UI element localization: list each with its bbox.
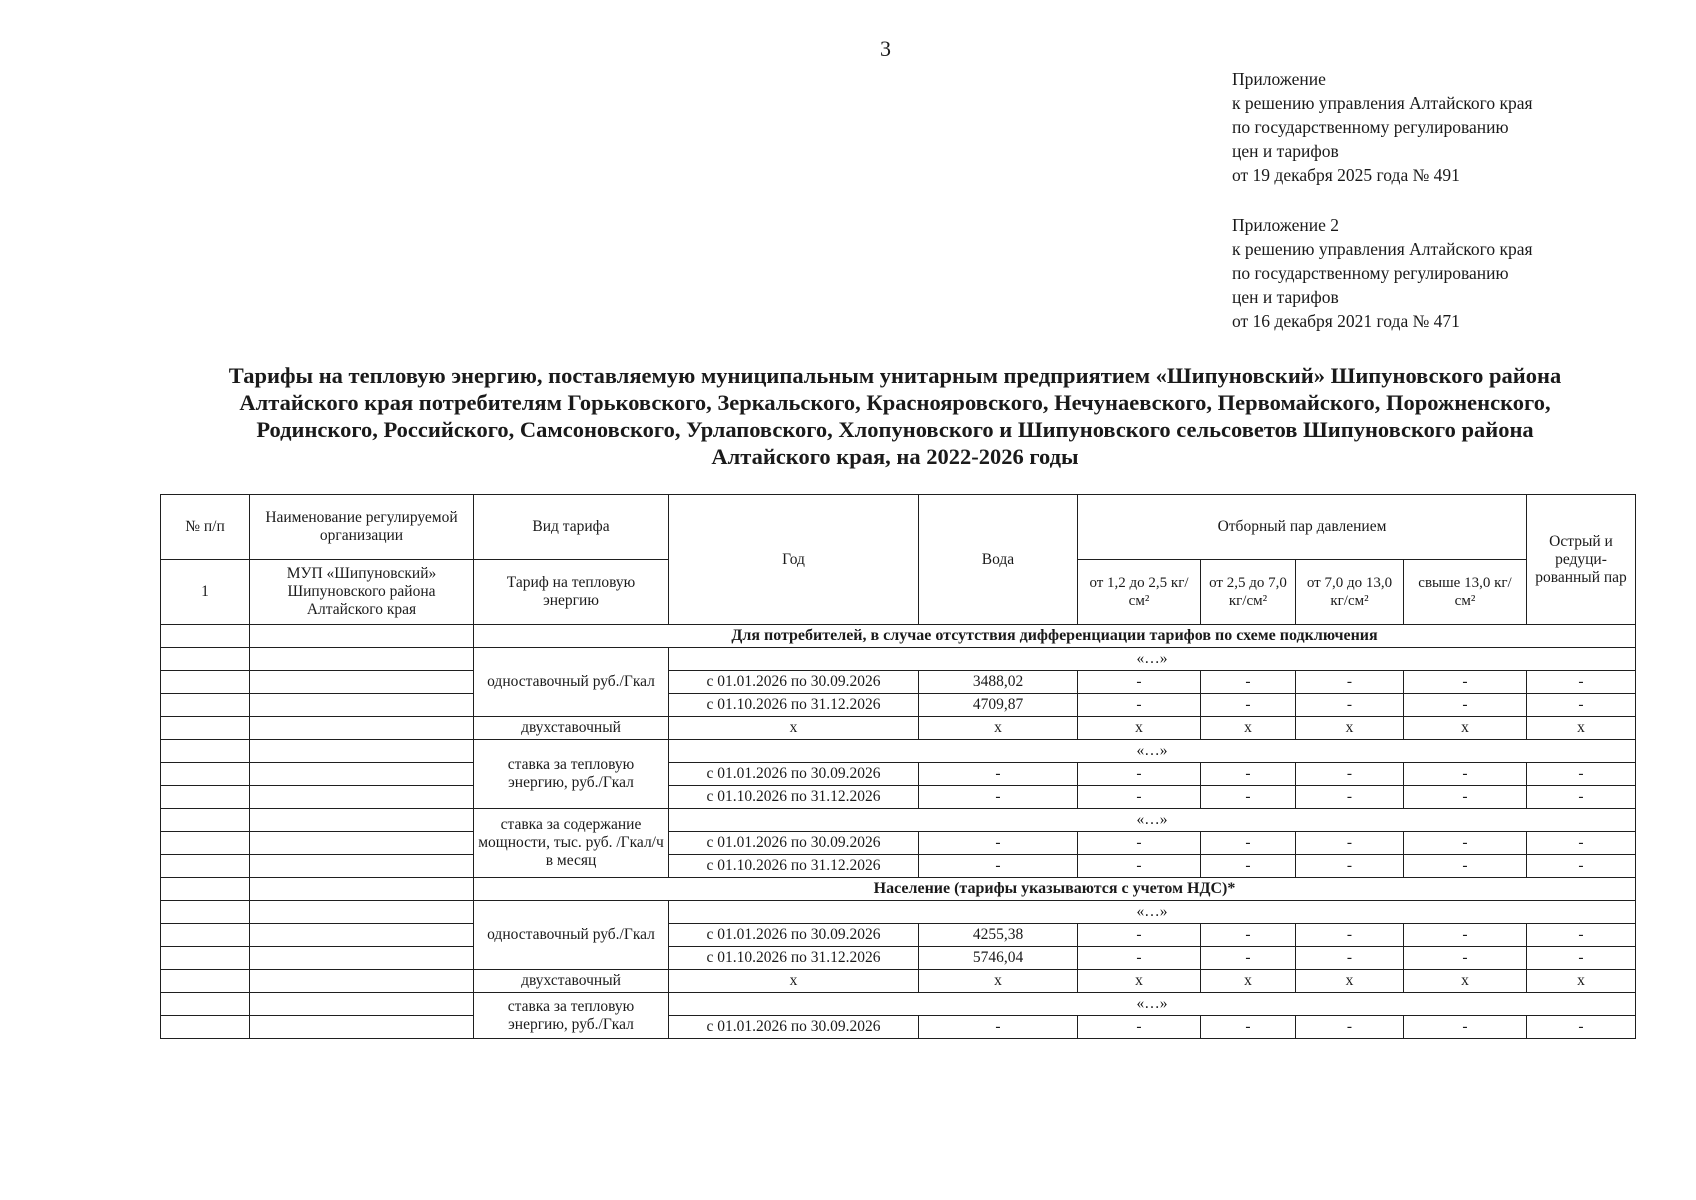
period-cell: с 01.01.2026 по 30.09.2026 [669, 763, 919, 786]
x-cell: x [919, 717, 1078, 740]
header-steam-2: от 2,5 до 7,0 кг/см² [1201, 560, 1296, 625]
header-org: Наименование регулируемой организации [250, 495, 474, 560]
header-sharp-steam: Острый и редуци-рованный пар [1527, 495, 1636, 625]
dash-cell: - [1404, 671, 1527, 694]
table-row [161, 924, 1636, 947]
dash-cell: - [1078, 855, 1201, 878]
table-row [161, 947, 1636, 970]
section-title: Население (тарифы указываются с учетом НДС)* [474, 878, 1636, 901]
period-cell: с 01.10.2026 по 31.12.2026 [669, 786, 919, 809]
dash-cell: - [1201, 1016, 1296, 1039]
placeholder-cell: «…» [669, 740, 1636, 763]
dash-cell: - [1201, 947, 1296, 970]
table-row [161, 1016, 1636, 1039]
dash-cell: - [1527, 694, 1636, 717]
dash-cell: - [1201, 763, 1296, 786]
table-row [161, 740, 1636, 763]
header-steam-1: от 1,2 до 2,5 кг/см² [1078, 560, 1201, 625]
dash-cell: - [1296, 671, 1404, 694]
dash-cell: - [1404, 786, 1527, 809]
dash-cell: - [1296, 694, 1404, 717]
x-cell: x [1527, 717, 1636, 740]
section-title: Для потребителей, в случае отсутствия дифференциации тарифов по схеме подключения [474, 625, 1636, 648]
tariff-kind: одноставочный руб./Гкал [474, 648, 669, 717]
dash-cell: - [1201, 671, 1296, 694]
x-cell: x [1078, 717, 1201, 740]
dash-cell: - [1078, 671, 1201, 694]
dash-cell: - [1296, 1016, 1404, 1039]
x-cell: x [1404, 717, 1527, 740]
dash-cell: - [1404, 832, 1527, 855]
dash-cell: - [1527, 671, 1636, 694]
dash-cell: - [1527, 832, 1636, 855]
appendix-2-line: цен и тарифов [1232, 287, 1339, 307]
org-number: 1 [161, 560, 250, 625]
tariff-kind: ставка за тепловую энергию, руб./Гкал [474, 740, 669, 809]
x-cell: x [669, 717, 919, 740]
appendix-1-block [1232, 67, 1533, 187]
period-cell: с 01.01.2026 по 30.09.2026 [669, 924, 919, 947]
dash-cell: - [1404, 947, 1527, 970]
dash-cell: - [1201, 694, 1296, 717]
dash-cell: - [1078, 786, 1201, 809]
period-cell: с 01.01.2026 по 30.09.2026 [669, 832, 919, 855]
water-value: 4255,38 [919, 924, 1078, 947]
tariff-kind: двухставочный [474, 970, 669, 993]
dash-cell: - [919, 786, 1078, 809]
dash-cell: - [1296, 832, 1404, 855]
appendix-1-line: Приложение [1232, 69, 1326, 89]
dash-cell: - [1296, 924, 1404, 947]
dash-cell: - [1296, 855, 1404, 878]
dash-cell: - [1527, 924, 1636, 947]
dash-cell: - [1404, 694, 1527, 717]
dash-cell: - [1078, 1016, 1201, 1039]
dash-cell: - [1404, 763, 1527, 786]
header-num: № п/п [161, 495, 250, 560]
dash-cell: - [1078, 694, 1201, 717]
dash-cell: - [1296, 763, 1404, 786]
title-line: Алтайского края потребителям Горьковского, Зеркальского, Краснояровского, Нечунаевского, Первомайского, Порожненского, [239, 390, 1551, 415]
org-tariff-kind: Тариф на тепловую энергию [474, 560, 669, 625]
table-row [161, 993, 1636, 1016]
title-line: Алтайского края, на 2022-2026 годы [711, 444, 1079, 469]
header-water: Вода [919, 495, 1078, 625]
appendix-1-line: цен и тарифов [1232, 141, 1339, 161]
dash-cell: - [1201, 924, 1296, 947]
appendix-1-line: по государственному регулированию [1232, 117, 1509, 137]
dash-cell: - [1404, 1016, 1527, 1039]
dash-cell: - [919, 1016, 1078, 1039]
dash-cell: - [1078, 947, 1201, 970]
table-row [161, 855, 1636, 878]
table-row [161, 809, 1636, 832]
header-steam: Отборный пар давлением [1078, 495, 1527, 560]
period-cell: с 01.10.2026 по 31.12.2026 [669, 694, 919, 717]
period-cell: с 01.10.2026 по 31.12.2026 [669, 855, 919, 878]
table-row [161, 671, 1636, 694]
table-row [161, 648, 1636, 671]
table-row [161, 832, 1636, 855]
dash-cell: - [919, 832, 1078, 855]
table-row [161, 786, 1636, 809]
title-line: Родинского, Российского, Самсоновского, Урлаповского, Хлопуновского и Шипуновского сельсоветов Шипуновского района [256, 417, 1534, 442]
section-row [161, 878, 1636, 901]
table-row [161, 763, 1636, 786]
org-name: МУП «Шипуновский» Шипуновского района Алтайского края [250, 560, 474, 625]
x-cell: x [1527, 970, 1636, 993]
dash-cell: - [1078, 763, 1201, 786]
x-cell: x [919, 970, 1078, 993]
water-value: 3488,02 [919, 671, 1078, 694]
dash-cell: - [1296, 947, 1404, 970]
appendix-2-line: по государственному регулированию [1232, 263, 1509, 283]
table-row [161, 901, 1636, 924]
dash-cell: - [1201, 832, 1296, 855]
dash-cell: - [1404, 855, 1527, 878]
dash-cell: - [1078, 924, 1201, 947]
appendix-2-line: Приложение 2 [1232, 215, 1340, 235]
dash-cell: - [1404, 924, 1527, 947]
dash-cell: - [1527, 763, 1636, 786]
table-row [161, 970, 1636, 993]
x-cell: x [1201, 717, 1296, 740]
placeholder-cell: «…» [669, 901, 1636, 924]
tariff-kind: одноставочный руб./Гкал [474, 901, 669, 970]
title-line: Тарифы на тепловую энергию, поставляемую муниципальным унитарным предприятием «Шипуновский» Шипуновского района [228, 363, 1562, 388]
dash-cell: - [1527, 947, 1636, 970]
water-value: 5746,04 [919, 947, 1078, 970]
dash-cell: - [1201, 786, 1296, 809]
header-year: Год [669, 495, 919, 625]
x-cell: x [1296, 970, 1404, 993]
x-cell: x [1078, 970, 1201, 993]
x-cell: x [1404, 970, 1527, 993]
dash-cell: - [919, 763, 1078, 786]
tariff-kind: ставка за тепловую энергию, руб./Гкал [474, 993, 669, 1039]
appendix-2-line: к решению управления Алтайского края [1232, 239, 1533, 259]
water-value: 4709,87 [919, 694, 1078, 717]
x-cell: x [1296, 717, 1404, 740]
table-row [161, 694, 1636, 717]
dash-cell: - [1527, 855, 1636, 878]
dash-cell: - [919, 855, 1078, 878]
header-kind: Вид тарифа [474, 495, 669, 560]
tariff-table [160, 494, 1636, 1039]
x-cell: x [669, 970, 919, 993]
dash-cell: - [1296, 786, 1404, 809]
appendix-2-line: от 16 декабря 2021 года № 471 [1232, 311, 1460, 331]
dash-cell: - [1527, 1016, 1636, 1039]
tariff-kind: двухставочный [474, 717, 669, 740]
period-cell: с 01.01.2026 по 30.09.2026 [669, 1016, 919, 1039]
appendix-1-line: от 19 декабря 2025 года № 491 [1232, 165, 1460, 185]
placeholder-cell: «…» [669, 809, 1636, 832]
x-cell: x [1201, 970, 1296, 993]
placeholder-cell: «…» [669, 648, 1636, 671]
tariff-kind: ставка за содержание мощности, тыс. руб. /Гкал/ч в месяц [474, 809, 669, 878]
appendix-1-line: к решению управления Алтайского края [1232, 93, 1533, 113]
header-row [161, 495, 1636, 560]
dash-cell: - [1201, 855, 1296, 878]
period-cell: с 01.01.2026 по 30.09.2026 [669, 671, 919, 694]
page-number: 3 [880, 36, 891, 61]
header-steam-3: от 7,0 до 13,0 кг/см² [1296, 560, 1404, 625]
period-cell: с 01.10.2026 по 31.12.2026 [669, 947, 919, 970]
table-row [161, 717, 1636, 740]
document-title [150, 362, 1640, 470]
placeholder-cell: «…» [669, 993, 1636, 1016]
dash-cell: - [1527, 786, 1636, 809]
dash-cell: - [1078, 832, 1201, 855]
header-steam-4: свыше 13,0 кг/см² [1404, 560, 1527, 625]
appendix-2-block [1232, 213, 1533, 333]
section-row [161, 625, 1636, 648]
